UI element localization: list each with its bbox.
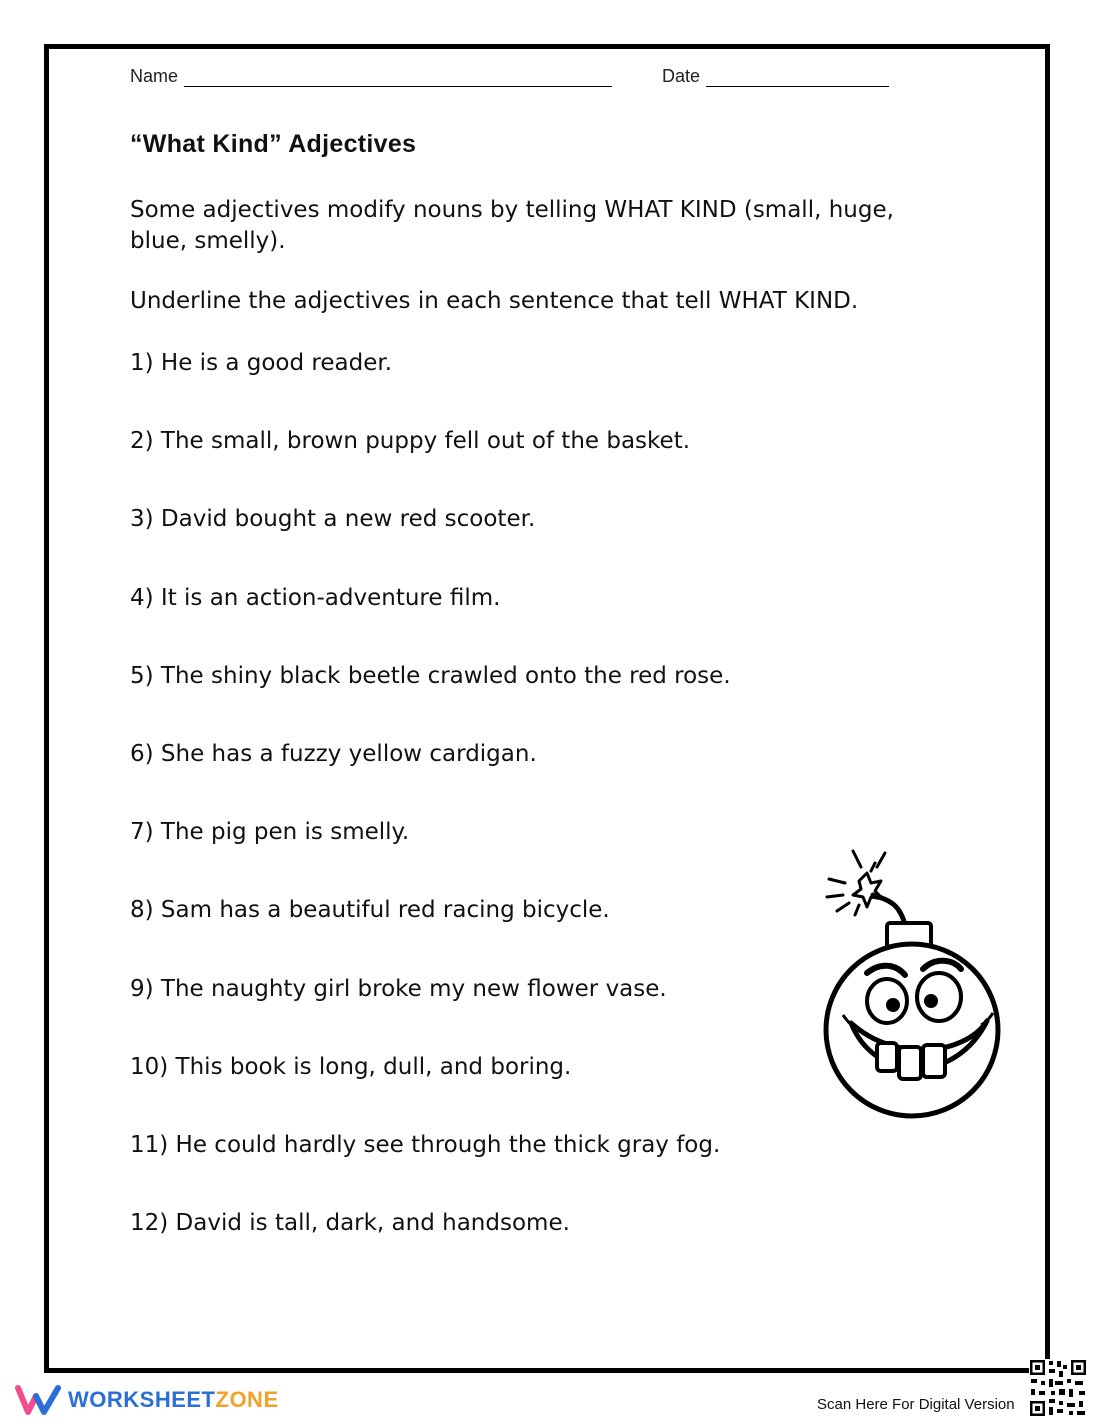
sentence-item: 1) He is a good reader. xyxy=(130,350,393,376)
date-blank-line xyxy=(706,66,889,87)
worksheet-title: “What Kind” Adjectives xyxy=(130,130,417,158)
name-label: Name xyxy=(130,66,179,86)
sentence-item: 7) The pig pen is smelly. xyxy=(130,819,410,846)
name-blank-line xyxy=(184,66,612,87)
cartoon-bomb-icon xyxy=(815,845,1010,1125)
sentence-item: 11) He could hardly see through the thick gray fog. xyxy=(130,1131,721,1158)
sentence-item: 9) The naughty girl broke my new flower vase. xyxy=(130,975,667,1002)
sentence-item: 10) This book is long, dull, and boring. xyxy=(130,1053,572,1080)
brand-name xyxy=(68,1387,279,1413)
intro-text: Some adjectives modify nouns by telling WHAT KIND (small, huge, blue, smelly). xyxy=(130,197,894,254)
sentence-item: 3) David bought a new red scooter. xyxy=(130,506,536,533)
sentence-item: 8) Sam has a beautiful red racing bicycle. xyxy=(130,897,610,924)
brand-name-part2: ZONE xyxy=(215,1387,279,1412)
qr-code-icon[interactable] xyxy=(1029,1359,1087,1417)
worksheetzone-w-icon xyxy=(14,1384,62,1416)
name-date-row xyxy=(130,66,889,87)
sentence-item: 6) She has a fuzzy yellow cardigan. xyxy=(130,740,537,767)
worksheetzone-logo[interactable] xyxy=(14,1384,279,1416)
sentence-item: 5) The shiny black beetle crawled onto the red rose. xyxy=(130,662,731,689)
sentence-item: 4) It is an action-adventure film. xyxy=(130,584,501,611)
sentence-item: 2) The small, brown puppy fell out of the basket. xyxy=(130,428,691,455)
brand-name-part1: WORKSHEET xyxy=(68,1387,216,1412)
scan-prompt: Scan Here For Digital Version xyxy=(817,1396,1015,1413)
date-label: Date xyxy=(662,66,701,86)
instruction-text: Underline the adjectives in each sentence that tell WHAT KIND. xyxy=(130,288,859,314)
sentence-item: 12) David is tall, dark, and handsome. xyxy=(130,1210,570,1237)
sentence-list xyxy=(130,350,731,1288)
